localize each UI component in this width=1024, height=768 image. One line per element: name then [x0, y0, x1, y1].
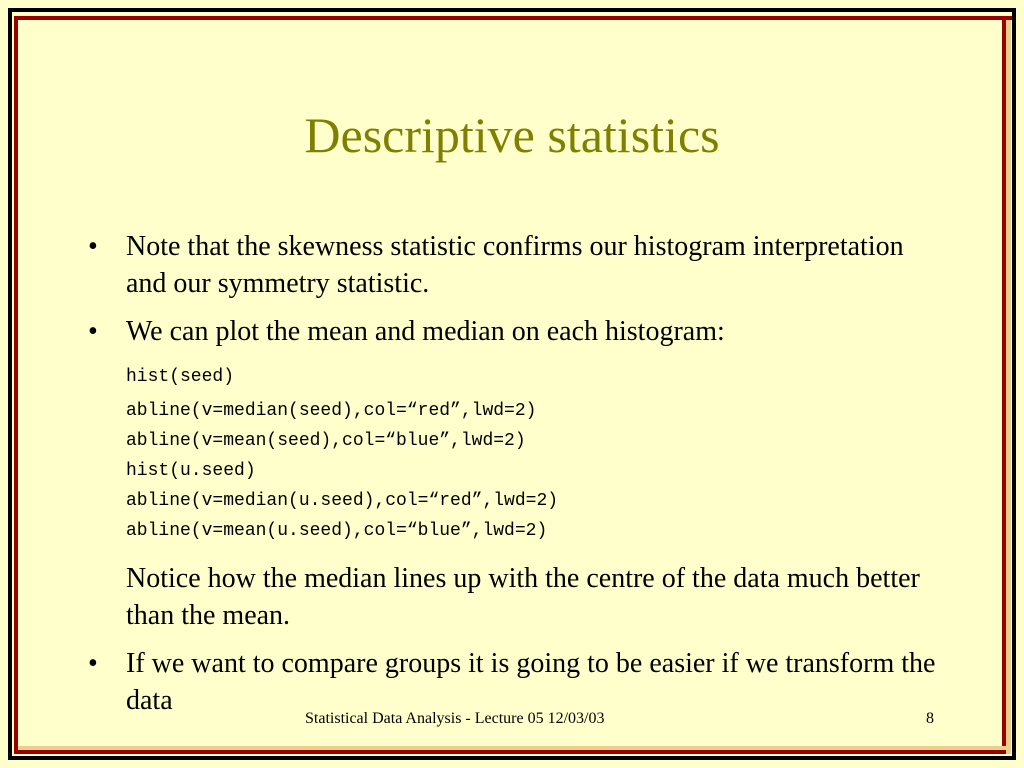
note-text: Notice how the median lines up with the centre of the data much better than the mean. — [126, 563, 920, 631]
bullet-dot-icon: • — [88, 231, 98, 262]
bullet-item — [84, 313, 944, 350]
frame-bottom-gold — [18, 746, 1006, 750]
bullet-item — [84, 645, 944, 719]
bullet-text: If we want to compare groups it is going to be easier if we transform the data — [126, 648, 936, 716]
frame-top-red — [14, 16, 1012, 20]
frame-bottom-outer — [8, 756, 1016, 760]
code-line: hist(seed) — [126, 367, 235, 387]
bullet-dot-icon: • — [88, 648, 98, 679]
page-number: 8 — [926, 710, 934, 727]
slide-title: Descriptive statistics — [304, 107, 720, 163]
code-line: hist(u.seed) — [126, 461, 256, 481]
frame-bottom-red — [14, 750, 1006, 754]
footer-text: Statistical Data Analysis - Lecture 05 12/03/03 — [305, 710, 605, 727]
bullet-text: We can plot the mean and median on each histogram: — [126, 316, 725, 347]
bullet-text: Note that the skewness statistic confirms our histogram interpretation and our symmetry statistic. — [126, 231, 904, 299]
code-line: abline(v=mean(u.seed),col=“blue”,lwd=2) — [126, 521, 548, 541]
code-block — [84, 362, 944, 546]
frame-top-outer — [8, 8, 1012, 12]
bullet-item — [84, 228, 944, 302]
code-line: abline(v=mean(seed),col=“blue”,lwd=2) — [126, 431, 526, 451]
slide-content — [84, 228, 944, 719]
code-line: abline(v=median(u.seed),col=“red”,lwd=2) — [126, 491, 559, 511]
code-line: abline(v=median(seed),col=“red”,lwd=2) — [126, 401, 537, 421]
bullet-dot-icon: • — [88, 316, 98, 347]
